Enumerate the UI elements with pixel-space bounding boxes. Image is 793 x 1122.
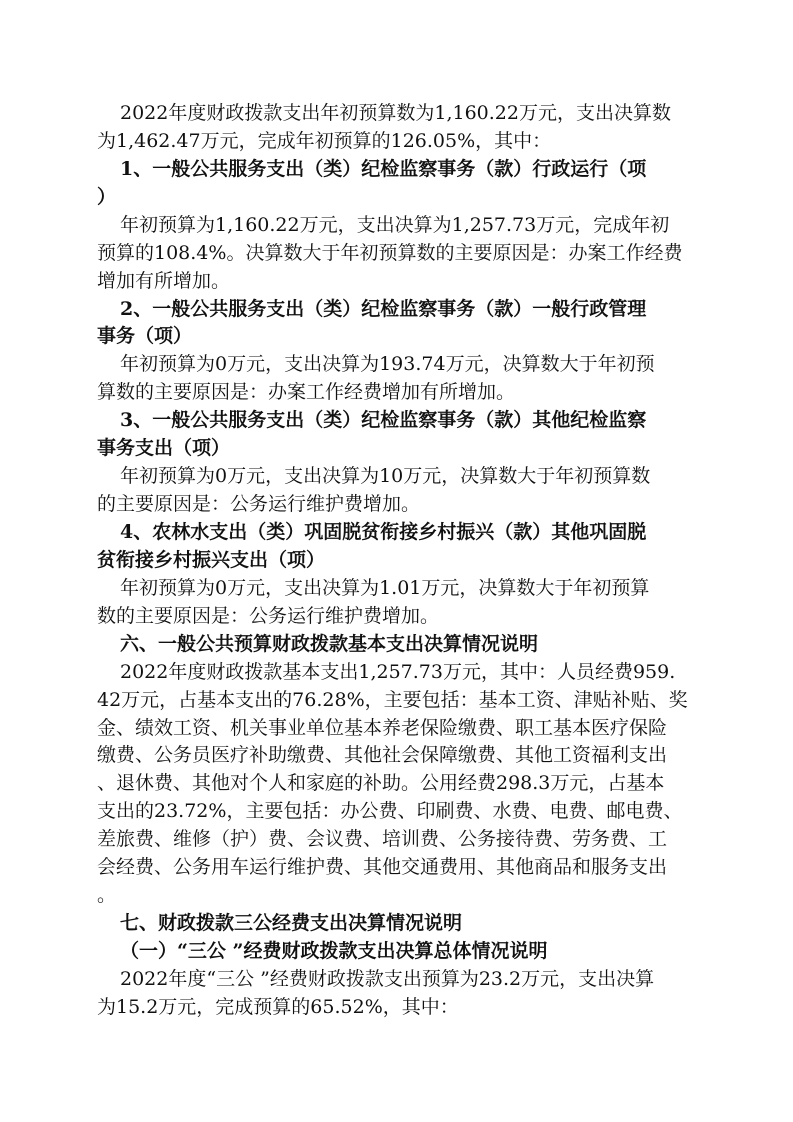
body-text: 2022年度“三公 ”经费财政拨款支出预算为23.2万元，支出决算 xyxy=(120,968,655,990)
section-heading: 2、一般公共服务支出（类）纪检监察事务（款）一般行政管理 xyxy=(120,298,647,320)
body-text: 2022年度财政拨款基本支出1,257.73万元，其中：人员经费959. xyxy=(120,661,676,683)
body-text: 的主要原因是：公务运行维护费增加。 xyxy=(97,493,421,515)
body-text: 算数的主要原因是：办案工作经费增加有所增加。 xyxy=(97,381,516,403)
section-heading: ） xyxy=(97,186,117,208)
section-heading: 六、一般公共预算财政拨款基本支出决算情况说明 xyxy=(120,633,539,655)
section-heading: 4、农林水支出（类）巩固脱贫衔接乡村振兴（款）其他巩固脱 xyxy=(120,521,647,543)
body-text: 年初预算为0万元，支出决算为193.74万元，决算数大于年初预 xyxy=(120,353,655,375)
section-heading: 事务（项） xyxy=(97,325,193,347)
body-text: 年初预算为0万元，支出决算为1.01万元，决算数大于年初预算 xyxy=(120,577,650,599)
body-text: 数的主要原因是：公务运行维护费增加。 xyxy=(97,605,440,627)
body-text: 会经费、公务用车运行维护费、其他交通费用、其他商品和服务支出 xyxy=(97,856,668,878)
body-text: 为1,462.47万元，完成年初预算的126.05%，其中： xyxy=(97,130,552,152)
section-heading: 贫衔接乡村振兴支出（项） xyxy=(97,549,326,571)
body-text: 增加有所增加。 xyxy=(97,270,231,292)
body-text: 年初预算为1,160.22万元，支出决算为1,257.73万元，完成年初 xyxy=(120,214,670,236)
section-heading: 事务支出（项） xyxy=(97,437,231,459)
subsection-heading: （一）“三公 ”经费财政拨款支出决算总体情况说明 xyxy=(120,940,548,962)
body-text: 42万元，占基本支出的76.28%，主要包括：基本工资、津贴补贴、奖 xyxy=(97,689,688,711)
section-heading: 1、一般公共服务支出（类）纪检监察事务（款）行政运行（项 xyxy=(120,158,647,180)
body-text: 2022年度财政拨款支出年初预算数为1,160.22万元，支出决算数 xyxy=(120,102,671,124)
body-text: 缴费、公务员医疗补助缴费、其他社会保障缴费、其他工资福利支出 xyxy=(97,744,668,766)
section-heading: 3、一般公共服务支出（类）纪检监察事务（款）其他纪检监察 xyxy=(120,409,647,431)
body-text: 差旅费、维修（护）费、会议费、培训费、公务接待费、劳务费、工 xyxy=(97,828,668,850)
body-text: 为15.2万元，完成预算的65.52%，其中： xyxy=(97,996,459,1018)
body-text: 、退休费、其他对个人和家庭的补助。公用经费298.3万元，占基本 xyxy=(97,772,665,794)
section-heading: 七、财政拨款三公经费支出决算情况说明 xyxy=(120,912,463,934)
body-text: 支出的23.72%，主要包括：办公费、印刷费、水费、电费、邮电费、 xyxy=(97,800,683,822)
body-text: 。 xyxy=(97,884,117,906)
body-text: 年初预算为0万元，支出决算为10万元，决算数大于年初预算数 xyxy=(120,465,651,487)
body-text: 预算的108.4%。决算数大于年初预算数的主要原因是：办案工作经费 xyxy=(97,242,683,264)
body-text: 金、绩效工资、机关事业单位基本养老保险缴费、职工基本医疗保险 xyxy=(97,717,668,739)
